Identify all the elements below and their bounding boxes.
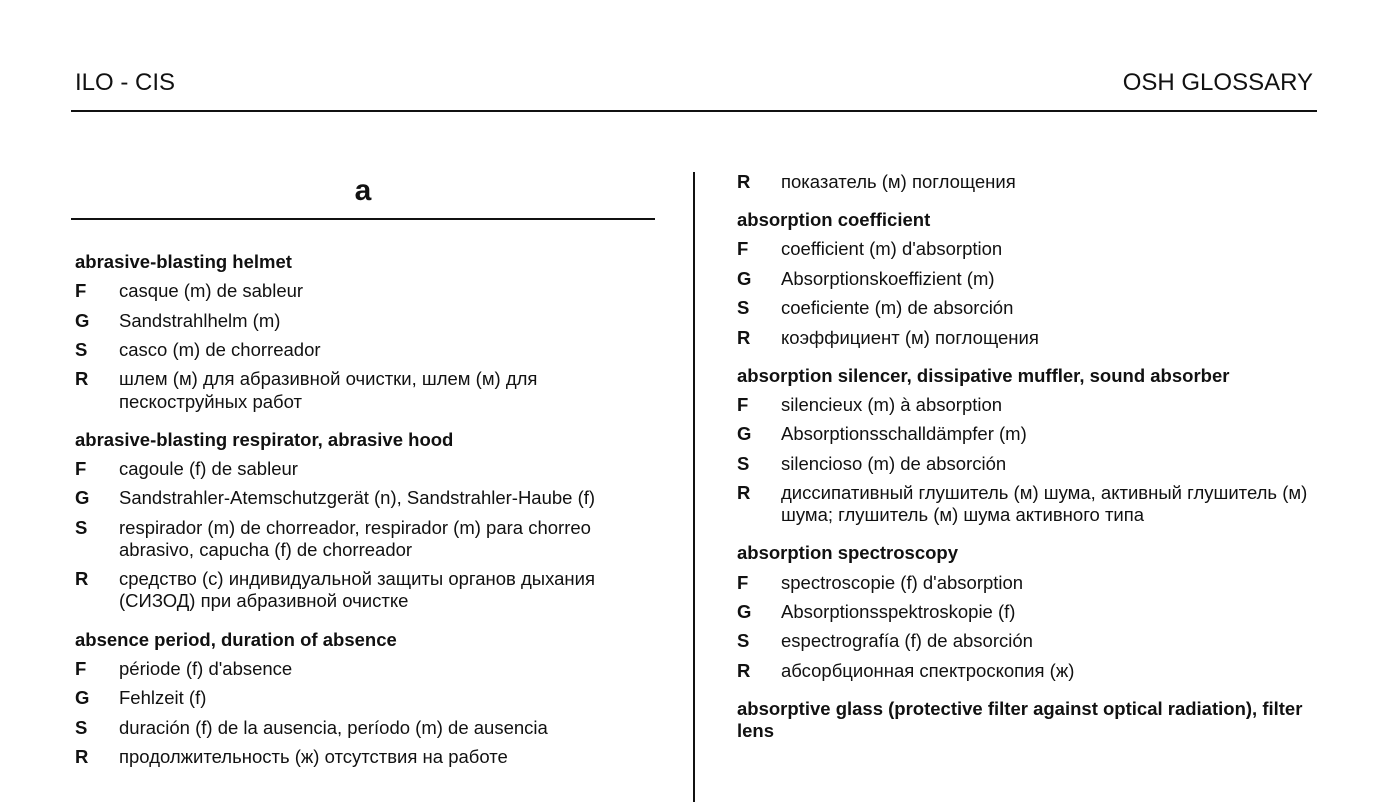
- translation-row: [737, 327, 1322, 349]
- translation-row: [737, 630, 1322, 652]
- language-code: G: [737, 600, 752, 622]
- translation-text: silencieux (m) à absorption: [781, 393, 1003, 415]
- translation-text: respirador (m) de chorreador, respirador (m) para chorreo abrasivo, capucha (f) de chorreador: [119, 516, 591, 560]
- translation-row: [75, 487, 650, 509]
- language-code: F: [737, 238, 749, 260]
- translation-text: средство (с) индивидуальной защиты органов дыхания (СИЗОД) при абразивной очистке: [119, 568, 595, 612]
- translation-row: [737, 601, 1322, 623]
- translation-text: продолжительность (ж) отсутствия на работе: [119, 745, 508, 767]
- translation-row: [737, 482, 1322, 526]
- translation-row: [75, 458, 650, 480]
- language-code: R: [737, 326, 751, 348]
- translation-text: duración (f) de la ausencia, período (m) de ausencia: [119, 716, 548, 738]
- translation-row: [737, 268, 1322, 290]
- glossary-entry: [75, 251, 650, 413]
- translation-text: Absorptionsspektroskopie (f): [781, 600, 1016, 622]
- translation-text: coefficient (m) d'absorption: [781, 238, 1003, 260]
- language-code: R: [75, 368, 89, 390]
- translation-row: [75, 717, 650, 739]
- glossary-entry: [75, 429, 650, 613]
- translation-text: casco (m) de chorreador: [119, 338, 321, 360]
- glossary-term: absorption spectroscopy: [737, 542, 959, 564]
- language-code: S: [75, 338, 88, 360]
- translation-row: [737, 171, 1322, 193]
- translation-text: coeficiente (m) de absorción: [781, 297, 1014, 319]
- translation-row: [737, 453, 1322, 475]
- column-divider: [693, 172, 695, 802]
- language-code: F: [75, 657, 87, 679]
- translation-text: диссипативный глушитель (м) шума, активный глушитель (м) шума; глушитель (м) шума активного типа: [781, 482, 1308, 526]
- glossary-term: absence period, duration of absence: [75, 628, 397, 650]
- translation-text: Sandstrahler-Atemschutzgerät (n), Sandstrahler-Haube (f): [119, 487, 596, 509]
- language-code: R: [75, 568, 89, 590]
- language-code: S: [737, 630, 750, 652]
- translation-row: [75, 687, 650, 709]
- language-code: R: [75, 745, 89, 767]
- translation-row: [75, 368, 650, 412]
- translation-text: silencioso (m) de absorción: [781, 452, 1007, 474]
- glossary-entry: [737, 171, 1322, 193]
- translation-text: показатель (м) поглощения: [781, 171, 1016, 192]
- glossary-term: absorption silencer, dissipative muffler, sound absorber: [737, 364, 1230, 386]
- language-code: G: [75, 309, 90, 331]
- glossary-entry: [737, 542, 1322, 682]
- translation-text: Sandstrahlhelm (m): [119, 309, 281, 331]
- language-code: G: [75, 487, 90, 509]
- language-code: S: [75, 516, 88, 538]
- translation-row: [75, 339, 650, 361]
- glossary-entry: [737, 209, 1322, 349]
- translation-row: [75, 658, 650, 680]
- language-code: R: [737, 171, 751, 192]
- translation-row: [75, 568, 650, 612]
- translation-row: [75, 746, 650, 768]
- translation-row: [75, 517, 650, 561]
- language-code: R: [737, 482, 751, 503]
- glossary-term: abrasive-blasting respirator, abrasive hood: [75, 428, 454, 450]
- left-glossary-column: [75, 251, 650, 784]
- translation-text: Absorptionsschalldämpfer (m): [781, 423, 1027, 445]
- language-code: F: [75, 457, 87, 479]
- translation-text: шлем (м) для абразивной очистки, шлем (м) для пескоструйных работ: [119, 368, 538, 412]
- translation-text: коэффициент (м) поглощения: [781, 326, 1039, 348]
- language-code: F: [737, 571, 749, 593]
- translation-row: [737, 572, 1322, 594]
- language-code: G: [75, 687, 90, 709]
- translation-row: [737, 394, 1322, 416]
- glossary-entry: [737, 698, 1322, 742]
- language-code: F: [737, 393, 749, 415]
- translation-text: spectroscopie (f) d'absorption: [781, 571, 1024, 593]
- translation-row: [75, 310, 650, 332]
- language-code: S: [737, 452, 750, 474]
- header-divider: [71, 110, 1317, 112]
- glossary-entry: [75, 629, 650, 769]
- translation-text: Absorptionskoeffizient (m): [781, 267, 995, 289]
- translation-row: [737, 660, 1322, 682]
- translation-text: cagoule (f) de sableur: [119, 457, 298, 479]
- language-code: F: [75, 280, 87, 302]
- header-document-title: OSH GLOSSARY: [1122, 69, 1313, 96]
- right-glossary-column: [737, 171, 1322, 758]
- glossary-term: absorptive glass (protective filter against optical radiation), filter lens: [737, 697, 1303, 742]
- language-code: G: [737, 423, 752, 445]
- language-code: G: [737, 267, 752, 289]
- language-code: S: [75, 716, 88, 738]
- section-letter-divider: [71, 218, 655, 220]
- translation-row: [737, 238, 1322, 260]
- language-code: R: [737, 659, 751, 681]
- translation-text: Fehlzeit (f): [119, 687, 207, 709]
- translation-row: [737, 423, 1322, 445]
- translation-row: [75, 280, 650, 302]
- translation-text: période (f) d'absence: [119, 657, 293, 679]
- language-code: S: [737, 297, 750, 319]
- translation-row: [737, 297, 1322, 319]
- translation-text: casque (m) de sableur: [119, 280, 304, 302]
- section-letter-heading: a: [354, 174, 372, 207]
- translation-text: абсорбционная спектроскопия (ж): [781, 659, 1075, 681]
- glossary-term: absorption coefficient: [737, 209, 931, 231]
- glossary-term: abrasive-blasting helmet: [75, 251, 292, 272]
- header-organization: ILO - CIS: [75, 69, 176, 96]
- glossary-entry: [737, 365, 1322, 527]
- translation-text: espectrografía (f) de absorción: [781, 630, 1033, 652]
